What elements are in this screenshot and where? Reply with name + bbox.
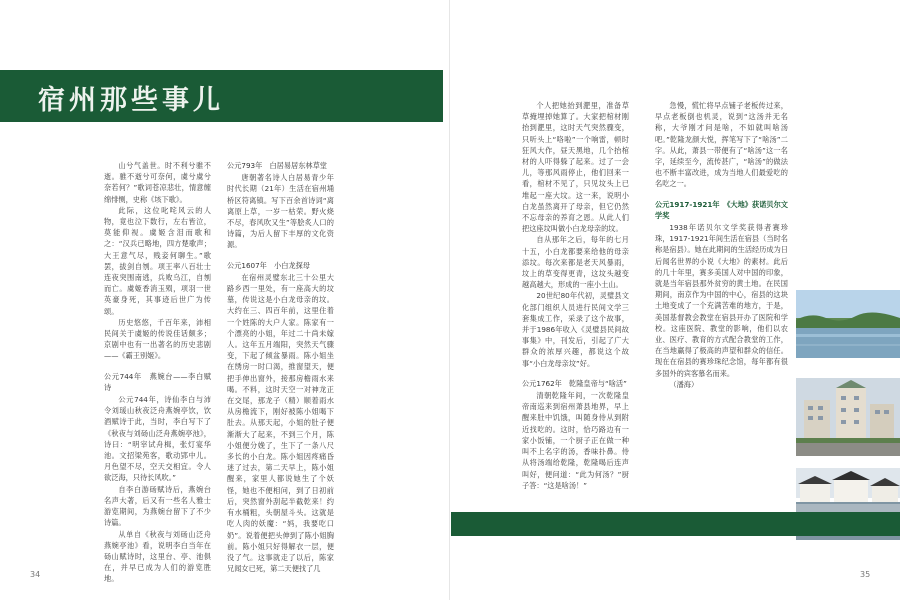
section-heading: 公元1607年 小白龙探母 xyxy=(227,260,310,270)
bottom-band xyxy=(451,512,900,536)
body-paragraph: 唐朝著名诗人白居易青少年时代长期（21年）生活在宿州埇桥区符离镇。写下百余首诗词“离离原上草，一岁一枯荣。野火烧不尽，春风吹又生”等脍炙人口的诗篇，为后人留下丰厚的文化资源。 xyxy=(227,173,334,250)
body-paragraph: 此际，这位叱咤风云的人物，竟也泣下数行，左右皆泣，莫能仰视。虞姬含泪而歌和之：“汉兵已略地，四方楚歌声；大王意气尽，贱妾何聊生。”歌罢，拔剑自刎。项王率八百壮士连夜突围南逃，兵败乌江，自刎而亡。虞姬香消玉殒，项羽一世英豪身死，其事迹后世广为传颂。 xyxy=(104,205,211,316)
body-paragraph: 个人把她抬到淝里，准备草草掩埋掉她算了。大家把棺材刚抬到淝里，这时天气突然骤变，只听头上“咯啦”一个响雷，顿时狂风大作，昼天黑地，几个抬棺材的人吓得躲了起来。过了一会儿，等那风雨停止，他们回来一看，棺材不见了，只见坟头上已堆起一座大坟。这一来，说明小白龙虽然离开了母亲，但它仍然不忘母亲的养育之恩。从此人们把这座坟叫做小白龙母亲的坟。 xyxy=(522,101,629,234)
title-band xyxy=(0,70,443,122)
section-heading: 公元1762年 乾隆皇帝与“啥活” xyxy=(522,378,627,388)
body-paragraph: 从单自《秋夜与刘砀山泛舟燕婉亭池》看，说明李白当年在砀山赋诗时，这里台、亭、池俱在，并早已成为人们的游览胜地。 xyxy=(104,529,211,584)
city-buildings-photo xyxy=(796,378,900,456)
body-paragraph: 1938年诺贝尔文学奖获得者赛珍珠，1917-1921年间生活在宿县（当时名称是宿县）。她在此期间的生活经历成为日后闻名世界的小说《大地》的素材。此后的几十年里，赛多美国人对中国的印象，就是当年宿县那外贫穷的黄土地。在民国期间，南京作为中国的中心，宿县的这块土地变成了一个充满苦难的地方，于是，美国基督教会教堂在宿县开办了医院和学校。这座医院、教堂的影响，他们以农业、医疗、教育的方式配合教堂的工作，在当地赢得了极高的声望和群众的信任。现在在宿县的赛珍珠纪念馆，每年都有很多国外的宾客慕名而来。 xyxy=(655,223,788,378)
body-paragraph: 急慢，慌忙将早点铺子老板传过来，早点老板倒也机灵，说到“这汤并无名称，大爷刚才问是啥，不如就叫啥汤吧。”乾隆龙颜大悦，挥笔写下了“啥汤”二字。从此，萧县一带便有了“啥汤”这一名字，延续至今，流传甚广，“啥汤”的做法也不断丰富改进，成为当地人们最爱吃的名吃之一。 xyxy=(655,101,788,189)
article-title: 宿州那些事儿 xyxy=(38,85,224,116)
body-paragraph: 清朝乾隆年间，一次乾隆皇帝南巡来到宿州萧县地界，早上醒来肚中饥饿，叫随身侍从到附近找吃的。这时，恰巧路边有一家小饭铺，一个厨子正在做一种叫不上名字的汤，香味扑鼻。侍从将汤端给乾隆，乾隆喝后连声叫好，便问道：“此为何汤？”厨子答：“这是啥汤！” xyxy=(522,391,629,490)
page-number-right: 35 xyxy=(860,570,871,579)
section-heading: 公元744年 燕婉台——李白赋诗 xyxy=(104,371,211,392)
section-heading: 公元1917-1921年 《大地》获诺贝尔文学奖 xyxy=(655,199,788,220)
body-paragraph: 20世纪80年代初，灵璧县文化部门组织人员进行民间文学三套集成工作，采录了这个故事，并于1986年收入《灵璧县民间故事集》中，刊发后，引起了广大群众的浓厚兴趣，都说这个故事“小白龙母亲坟”好。 xyxy=(522,291,629,368)
river-landscape-photo xyxy=(796,290,900,358)
body-paragraph: 历史悠悠，千百年来，沛相民间关于虞姬的传说佳话颇多；京剧中也有一出著名的历史悲剧——《霸王别姬》。 xyxy=(104,317,211,361)
body-paragraph: 山兮气盖世。时不利兮骓不逝。骓不逝兮可奈何，虞兮虞兮奈若何？”歌词苍凉悲壮，情意缠绵悱恻，史称《垓下歌》。 xyxy=(104,161,211,204)
body-paragraph: 在宿州灵璧东北三十公里大路乡西一里处，有一座高大的坟墓，传说这是小白龙母亲的坟。大约在三、四百年前，这里住着一个姓陈的大户人家。陈家有一个漂亮的小姐，年过二十尚未嫁人。这年五月端阳，突然天气骤变，下起了倾盆暴雨。陈小姐坐在绣房一时口渴，推窗望天，便把手伸出窗外，接那房檐雨水来喝。不料，这时天空一对神龙正在交尾，那龙子（精）顺着雨水从房檐流下，刚好被陈小姐喝下肚去。从那天起，小姐的肚子便渐渐大了起来，不到三个月，陈小姐便分娩了，生下了一条八尺多长的小白龙。陈小姐因疼痛昏迷了过去，第二天早上，陈小姐醒来，家里人都说她生了个妖怪，她也不便相问，到了日初前后，突然窗外刮起半截乾来！约有水桶粗，头朝屋斗头。这就是吃人肉的妖魔：“妈，我要吃口奶”。说着便把头伸到了陈小姐胸前。陈小姐只好得解衣一层，便没了气。这事就走了以后，陈家兄闻女已死，第二天便找了几 xyxy=(227,272,334,574)
column-2 xyxy=(227,160,334,574)
page-spine xyxy=(449,0,450,600)
body-paragraph: 自从那年之后，每年的七月十五，小白龙都要来给他的母亲添坟。每次来都是老天风暴雨，坟上的草变得更青，这坟头越变越高越大，形成的一座小土山。 xyxy=(522,235,629,290)
column-3 xyxy=(522,100,629,491)
body-paragraph: 公元744年，诗仙李白与沛令刘瑗山秋夜泛舟燕婉亭饮，饮酒赋诗于此，当时，李白写下了《秋夜与刘砀山泛舟燕婉亭池》，诗曰：“明宰试舟楫，张灯宴华池。文招梁苑客，歌动郢中儿。月色望不尽，空天交相宜。令人欲泛海，只待长风吹。” xyxy=(104,395,211,483)
column-1 xyxy=(104,160,211,585)
body-paragraph: （潘海） xyxy=(669,379,699,389)
column-4 xyxy=(655,100,788,390)
body-paragraph: 自李白游砀赋诗后，燕婉台名声大著，后又有一些名人雅士游览期间，为燕婉台留下了不少诗篇。 xyxy=(104,484,211,528)
section-heading: 公元793年 白居易居东林草堂 xyxy=(227,161,327,170)
page-number-left: 34 xyxy=(30,570,41,579)
